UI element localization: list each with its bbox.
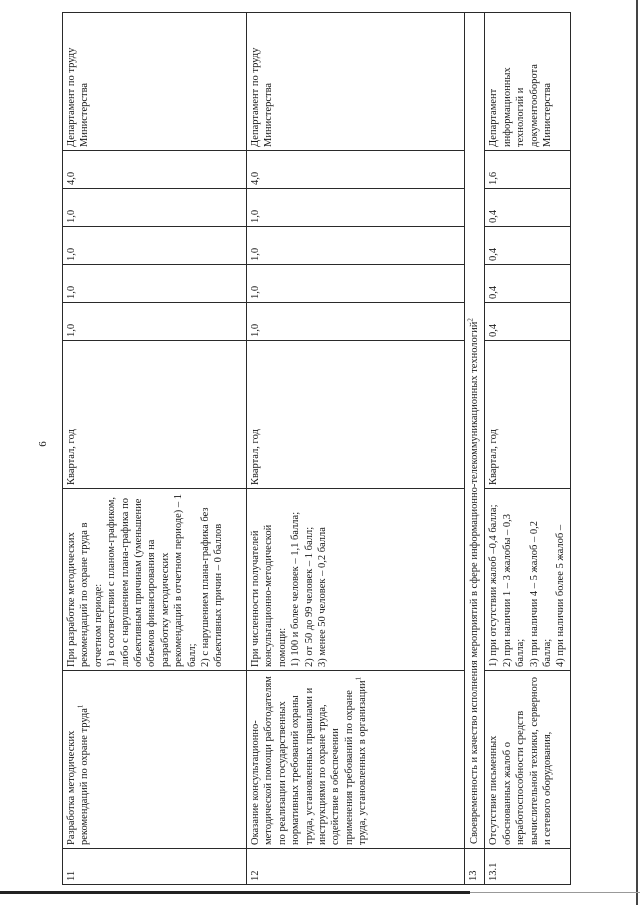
value-q1: 1,0 xyxy=(247,303,465,341)
row-number: 12 xyxy=(247,849,465,885)
footnote-mark: 1 xyxy=(354,676,363,681)
period-cell: Квартал, год xyxy=(63,341,247,489)
footnote-mark: 2 xyxy=(466,318,475,322)
value-year: 1,6 xyxy=(485,151,570,189)
indicator-name-text: Оказание консультационно-методической помощи работодателям по реализации государственных нормативных требований охраны труда, установленных правилами и инструкциями по охране труда, содействие в обеспечении применения требований по охране труда, установленных в организации xyxy=(250,676,369,845)
value-q1: 1,0 xyxy=(63,303,247,341)
value-q2: 0,4 xyxy=(485,265,570,303)
indicator-name-text: Разработка методических рекомендаций по охране труда xyxy=(66,708,91,845)
indicator-name xyxy=(247,671,465,849)
criteria-text: 1) при отсутствии жалоб –0,4 балла; 2) при наличии 1 – 3 жалобы – 0,3 балла; 3) при наличии 4 – 5 жалоб – 0,2 балла; 4) при наличии более 5 жалоб – xyxy=(488,504,567,667)
value-q3: 0,4 xyxy=(485,227,570,265)
indicator-name xyxy=(63,671,247,849)
value-q2: 1,0 xyxy=(63,265,247,303)
value-q4: 1,0 xyxy=(63,189,247,227)
value-year: 4,0 xyxy=(247,151,465,189)
page-number: 6 xyxy=(36,441,49,447)
criteria-cell xyxy=(63,489,247,671)
scan-edge-line xyxy=(636,0,638,905)
table-row xyxy=(247,13,465,885)
criteria-cell xyxy=(485,489,570,671)
period-cell: Квартал, год xyxy=(247,341,465,489)
row-number: 11 xyxy=(63,849,247,885)
value-q3: 1,0 xyxy=(63,227,247,265)
value-q2: 1,0 xyxy=(247,265,465,303)
responsible-cell: Департамент по труду Министерства xyxy=(247,13,465,151)
value-year: 4,0 xyxy=(63,151,247,189)
rotated-table-wrapper xyxy=(62,15,567,885)
bottom-rule-faint xyxy=(470,892,640,893)
value-q4: 1,0 xyxy=(247,189,465,227)
section-title-text: Своевременность и качество исполнения мероприятий в сфере информационно-телекоммуникационных технологий xyxy=(469,321,480,844)
criteria-cell xyxy=(247,489,465,671)
row-number: 13.1 xyxy=(485,849,570,885)
value-q1: 0,4 xyxy=(485,303,570,341)
responsible-cell: Департамент информационных технологий и документооборота Министерства xyxy=(485,13,570,151)
section-number: 13 xyxy=(465,849,485,885)
footnote-mark: 1 xyxy=(76,704,85,709)
bottom-rule xyxy=(0,891,470,894)
value-q4: 0,4 xyxy=(485,189,570,227)
responsible-cell: Департамент по труду Министерства xyxy=(63,13,247,151)
section-row xyxy=(465,13,485,885)
table-row xyxy=(63,13,247,885)
table-row xyxy=(485,13,570,885)
indicator-name: Отсутствие письменных обоснованных жалоб о неработоспособности средств вычислительной техники, серверного и сетевого оборудования, xyxy=(485,671,570,849)
criteria-text: При численности получателей консультационно-методической помощи: 1) 100 и более человек – 1,1 балла; 2) от 50 до 99 человек – 1 балл; 3) менее 50 человек – 0,2 балла xyxy=(250,511,329,667)
value-q3: 1,0 xyxy=(247,227,465,265)
section-title xyxy=(465,13,485,849)
criteria-text: При разработке методических рекомендаций по охране труда в отчетном периоде: 1) в соответствии с планом-графиком, либо с нарушением плана-графика по объективным причинам (уменьшение объемов финансирования на разработку методических рекомендаций в отчетном периоде) – 1 балл; 2) с нарушением плана-графика без объективных причин – 0 баллов xyxy=(66,493,225,667)
indicator-table xyxy=(62,12,571,885)
period-cell: Квартал, год xyxy=(485,341,570,489)
